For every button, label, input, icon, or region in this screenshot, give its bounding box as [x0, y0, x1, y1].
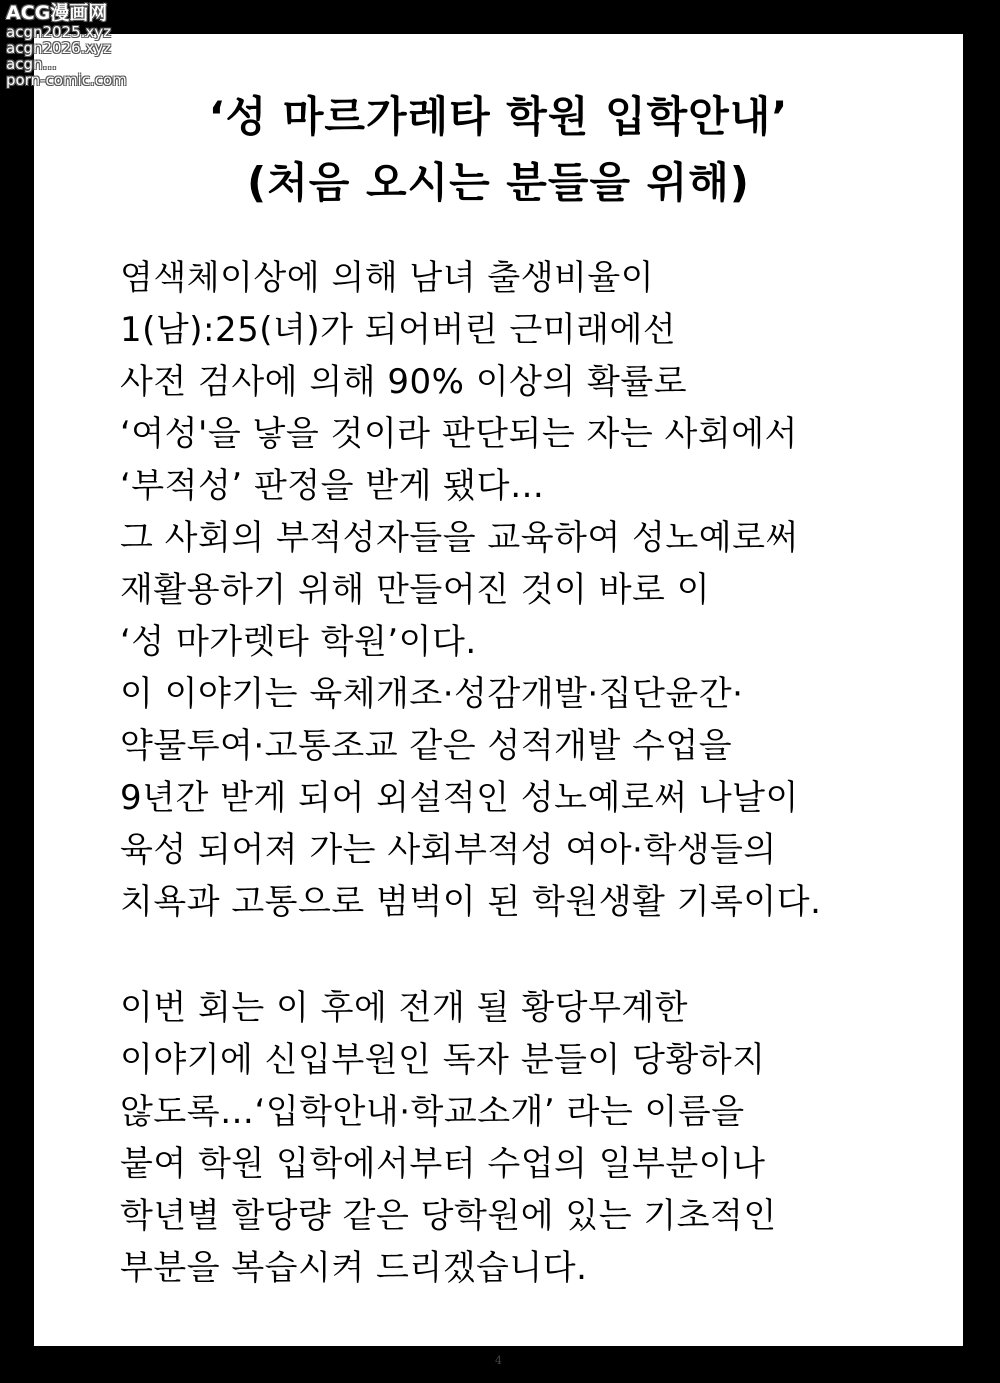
text-line: 이야기에 신입부원인 독자 분들이 당황하지: [120, 1040, 766, 1080]
text-line: 이번 회는 이 후에 전개 될 황당무계한: [120, 988, 689, 1028]
watermark-line: acgn2025.xyz: [6, 23, 112, 41]
text-line: ‘성 마가렛타 학원’이다.: [120, 622, 477, 662]
watermark-line: acgn...: [6, 55, 57, 73]
text-line: 않도록…‘입학안내·학교소개’ 라는 이름을: [120, 1092, 745, 1132]
text-line: 사전 검사에 의해 90% 이상의 확률로: [120, 362, 688, 402]
watermark-title: ACG漫画网: [6, 2, 108, 24]
text-line: 치욕과 고통으로 범벅이 된 학원생활 기록이다.: [120, 882, 822, 922]
text-line: 학년별 할당량 같은 당학원에 있는 기초적인: [120, 1196, 777, 1236]
watermark-line: porn-comic.com: [6, 71, 127, 89]
watermark-line: acgn2026.xyz: [6, 39, 112, 57]
text-line: 육성 되어져 가는 사회부적성 여아·학생들의: [120, 830, 777, 870]
paragraph-intro: [120, 252, 940, 928]
page-title: [34, 84, 963, 216]
document-page: [34, 34, 963, 1367]
text-line: 9년간 받게 되어 외설적인 성노예로써 나날이: [120, 778, 799, 818]
text-line: 이 이야기는 육체개조·성감개발·집단윤간·: [120, 674, 744, 714]
text-line: 그 사회의 부적성자들을 교육하여 성노예로써: [120, 518, 799, 558]
watermark: [6, 2, 166, 88]
text-line: ‘여성'을 낳을 것이라 판단되는 자는 사회에서: [120, 414, 798, 454]
title-line-1: ‘성 마르가레타 학원 입학안내’: [208, 92, 789, 141]
text-line: 부분을 복습시켜 드리겠습니다.: [120, 1248, 588, 1288]
text-line: 염색체이상에 의해 남녀 출생비율이: [120, 258, 655, 298]
paragraph-gap: [120, 928, 940, 982]
text-line: 붙여 학원 입학에서부터 수업의 일부분이나: [120, 1144, 766, 1184]
title-line-2: (처음 오시는 분들을 위해): [247, 158, 750, 207]
text-line: 1(남):25(녀)가 되어버린 근미래에선: [120, 310, 677, 350]
body-text: [120, 252, 940, 1294]
page-number: 4: [495, 1354, 502, 1367]
text-line: ‘부적성’ 판정을 받게 됐다…: [120, 466, 545, 506]
text-line: 재활용하기 위해 만들어진 것이 바로 이: [120, 570, 711, 610]
text-line: 약물투여·고통조교 같은 성적개발 수업을: [120, 726, 733, 766]
paragraph-notice: [120, 982, 940, 1294]
